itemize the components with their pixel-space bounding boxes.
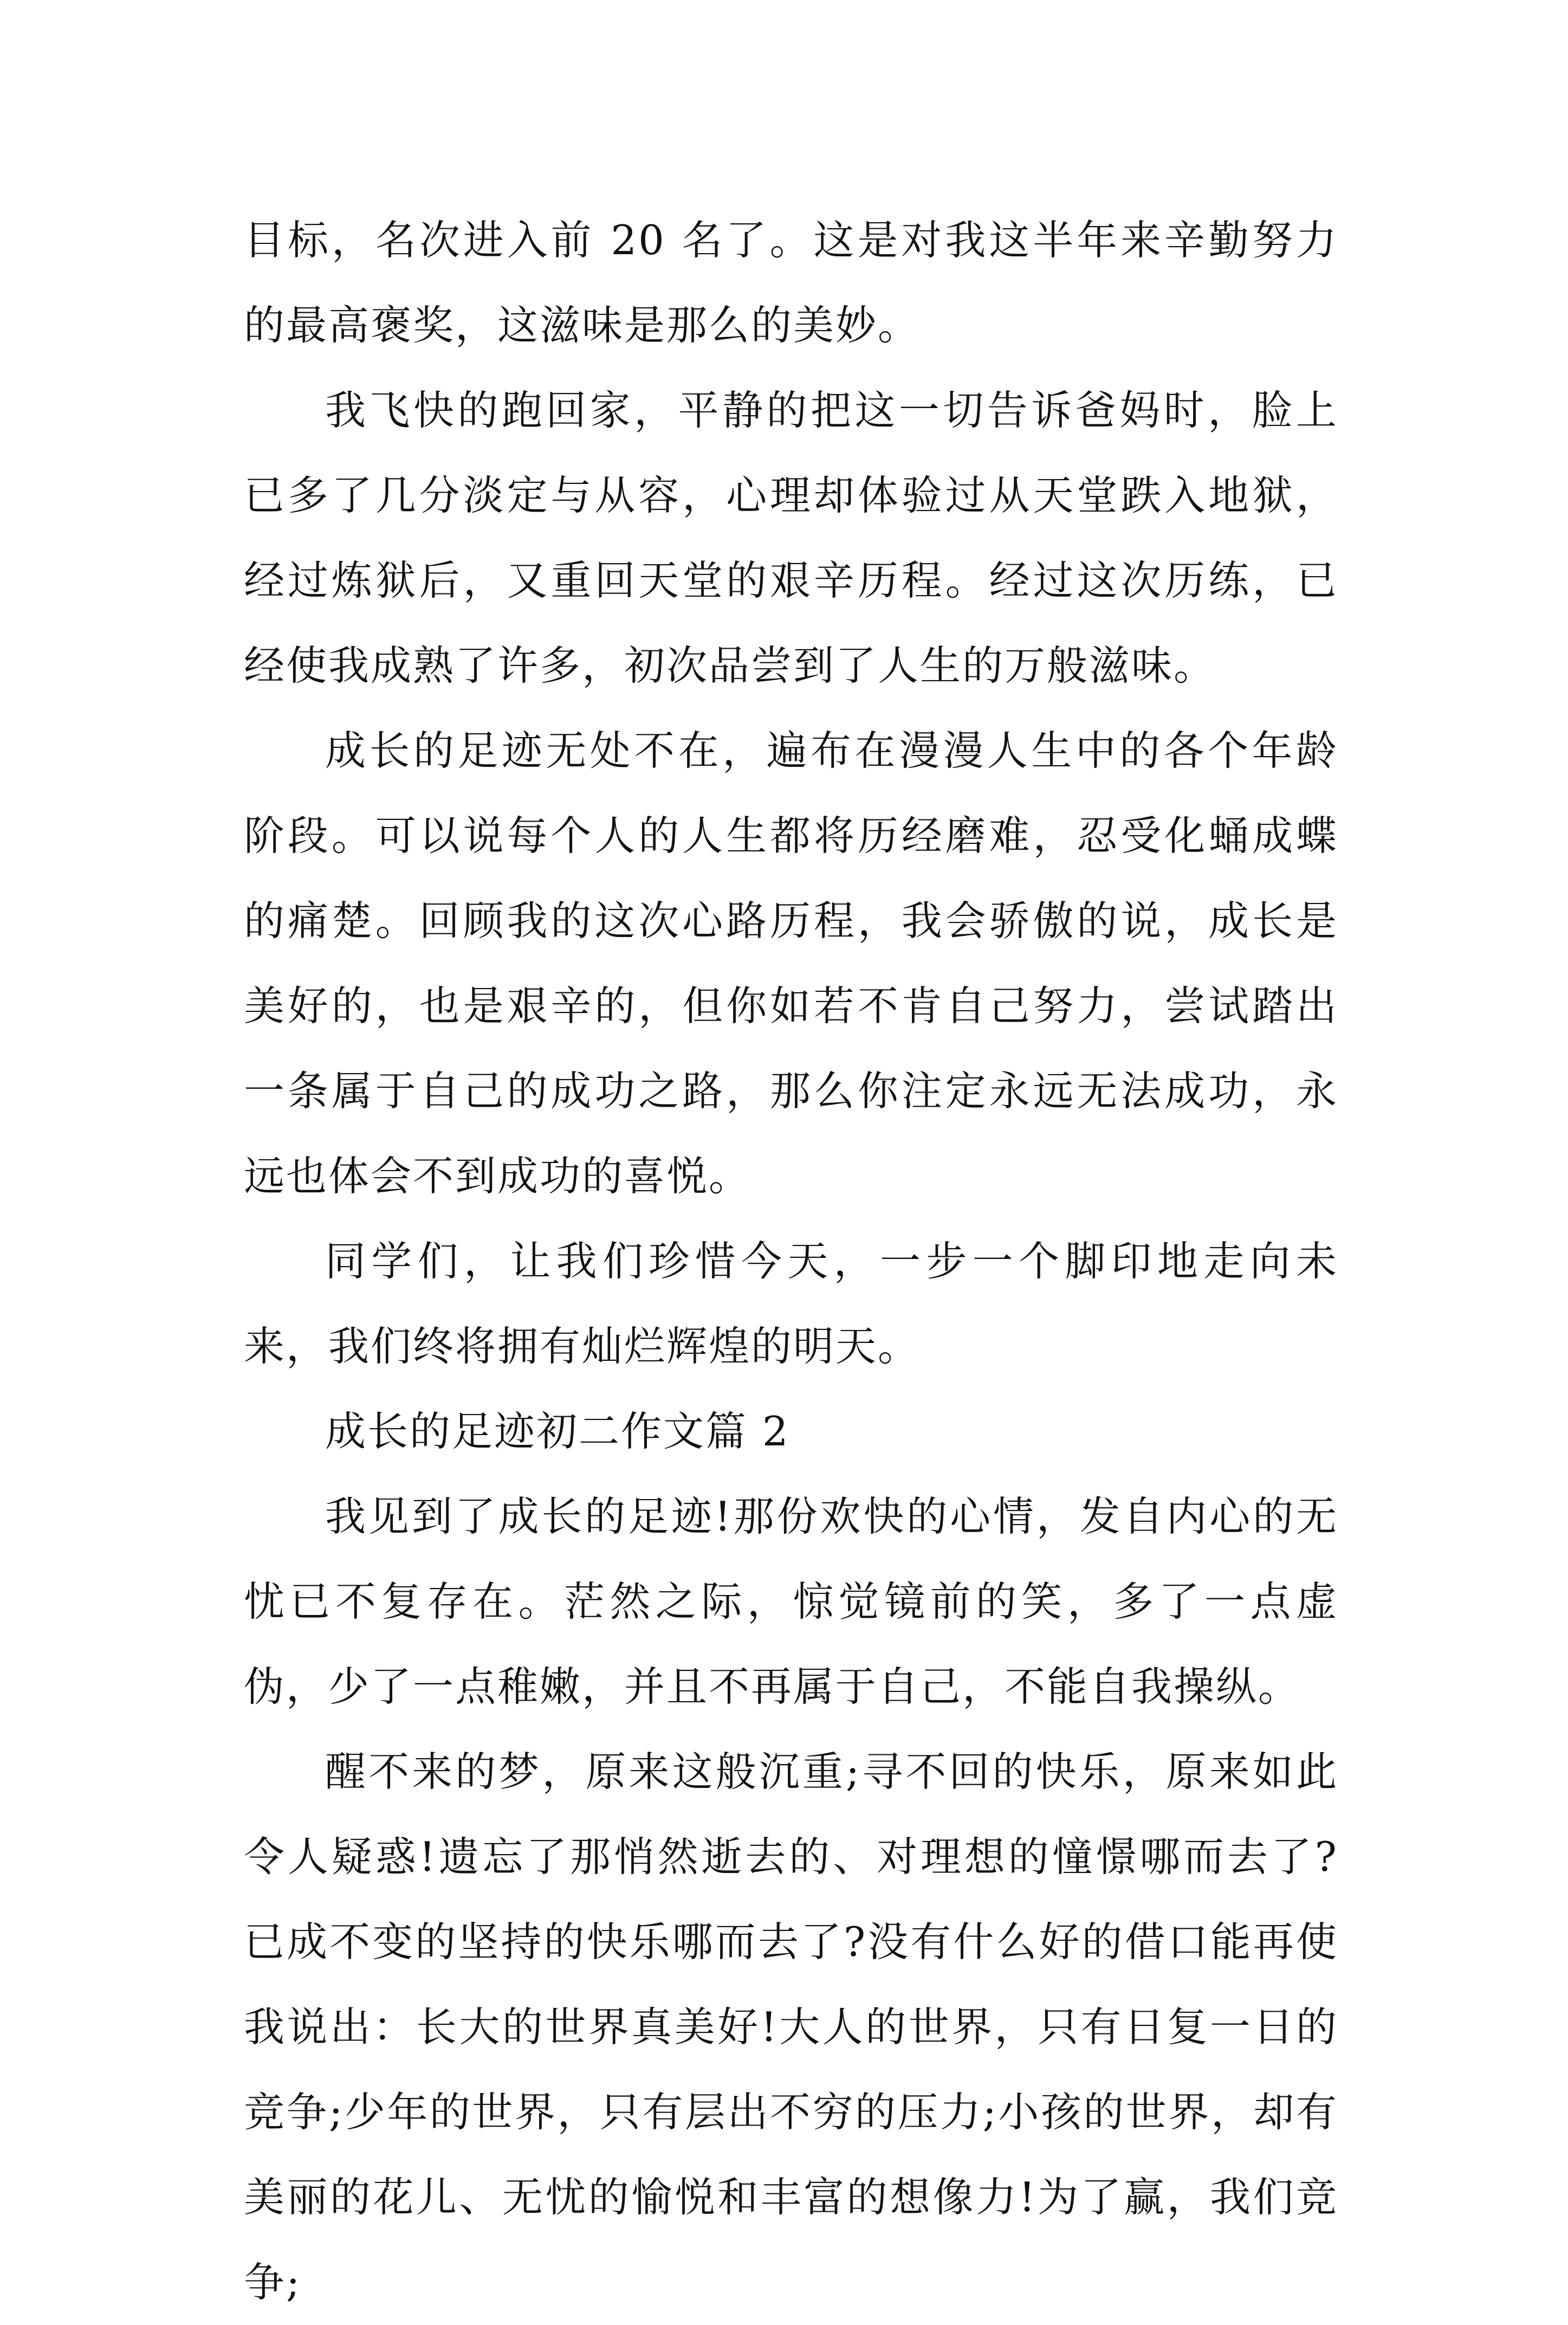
paragraph: 同学们，让我们珍惜今天，一步一个脚印地走向未来，我们终将拥有灿烂辉煌的明天。 [244, 1237, 1338, 1370]
paragraph: 成长的足迹无处不在，遍布在漫漫人生中的各个年龄阶段。可以说每个人的人生都将历经磨难，忍受化蛹成蝶的痛楚。回顾我的这次心路历程，我会骄傲的说，成长是美好的，也是艰辛的，但你如若不肯自己努力，尝试踏出一条属于自己的成功之路，那么你注定永远无法成功，永远也体会不到成功的喜悦。 [244, 727, 1338, 1200]
document-body [244, 198, 1338, 2325]
paragraph: 我飞快的跑回家，平静的把这一切告诉爸妈时，脸上已多了几分淡定与从容，心理却体验过从天堂跌入地狱，经过炼狱后，又重回天堂的艰辛历程。经过这次历练，已经使我成熟了许多，初次品尝到了人生的万般滋味。 [244, 386, 1338, 689]
paragraph: 醒不来的梦，原来这般沉重;寻不回的快乐，原来如此令人疑惑!遗忘了那悄然逝去的、对理想的憧憬哪而去了?已成不变的坚持的快乐哪而去了?没有什么好的借口能再使我说出：长大的世界真美好!大人的世界，只有日复一日的竞争;少年的世界，只有层出不穷的压力;小孩的世界，却有美丽的花儿、无忧的愉悦和丰富的想像力!为了赢，我们竞争; [244, 1748, 1338, 2306]
paragraph: 我见到了成长的足迹!那份欢快的心情，发自内心的无忧已不复存在。茫然之际，惊觉镜前的笑，多了一点虚伪，少了一点稚嫩，并且不再属于自己，不能自我操纵。 [244, 1493, 1338, 1710]
paragraph-continuation: 目标，名次进入前 20 名了。这是对我这半年来辛勤努力的最高褒奖，这滋味是那么的美妙。 [244, 216, 1338, 349]
section-heading: 成长的足迹初二作文篇 2 [325, 1407, 790, 1455]
